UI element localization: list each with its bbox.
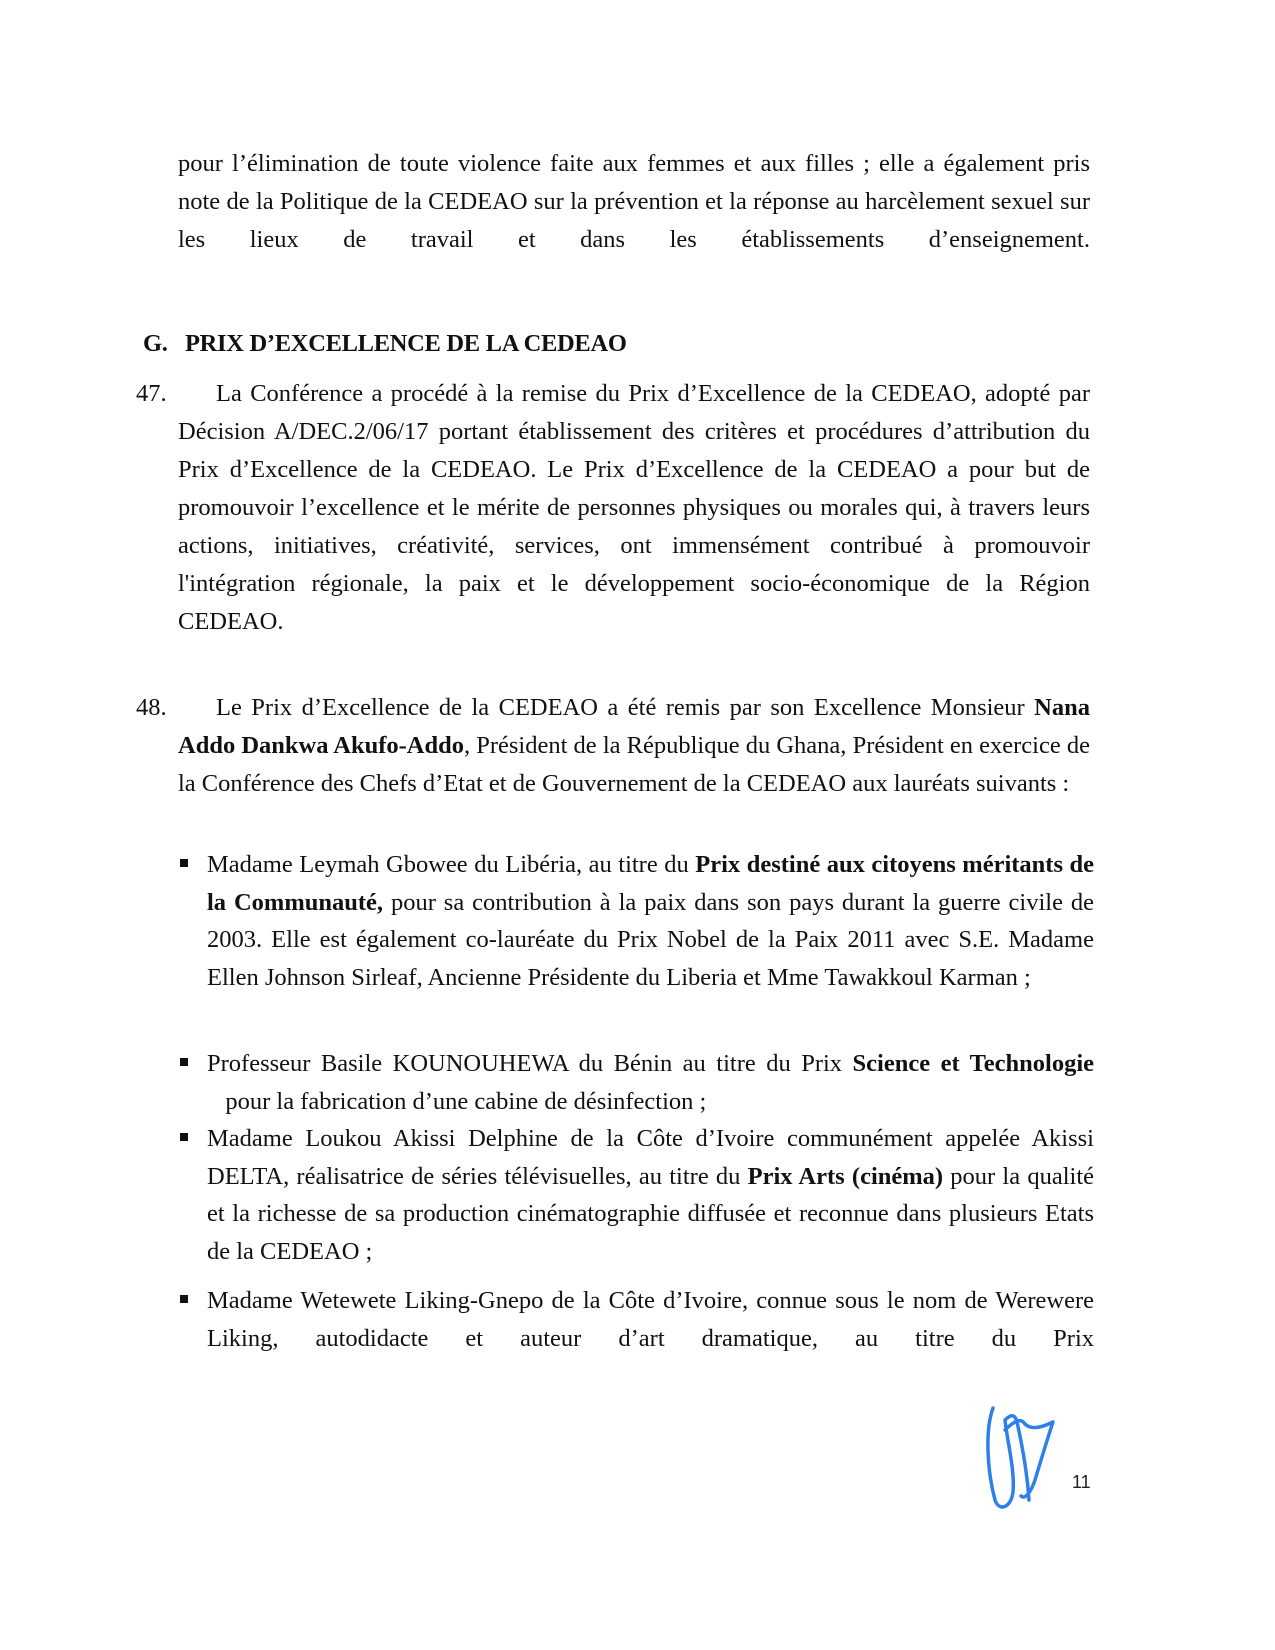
paragraph-48: [178, 689, 1090, 803]
laureate-text: Professeur Basile KOUNOUHEWA du Bénin au titre du Prix: [207, 1050, 853, 1077]
paragraph-47: [178, 375, 1090, 641]
paragraph-text: La Conférence a procédé à la remise du Prix d’Excellence de la CEDEAO, adopté par Décision A/DEC.2/06/17 portant établissement des critères et procédures d’attribution du Prix d’Excellence de la CEDEAO. Le Prix d’Excellence de la CEDEAO a pour but de promouvoir l’excellence et le mérite de personnes physiques ou morales qui, à travers leurs actions, initiatives, créativité, services, ont immensément contribué à promouvoir l'intégration régionale, la paix et le développement socio-économique de la Région CEDEAO.: [178, 380, 1090, 635]
paragraph-text: pour l’élimination de toute violence faite aux femmes et aux filles ; elle a également pris note de la Politique de la CEDEAO sur la prévention et la réponse au harcèlement sexuel sur les lieux de travail et dans les établissements d’enseignement.: [178, 150, 1090, 253]
section-title: PRIX D’EXCELLENCE DE LA CEDEAO: [185, 330, 627, 357]
laureate-text: Madame Wetewete Liking-Gnepo de la Côte d’Ivoire, connue sous le nom de Werewere Liking, autodidacte et auteur d’art dramatique, au titre du Prix: [207, 1287, 1094, 1352]
laureate-text: pour la qualité et la richesse de sa production cinématographie diffusée et reconnue dans plusieurs Etats de la CEDEAO ;: [207, 1162, 1095, 1265]
laureate-text: pour la fabrication d’une cabine de désinfection ;: [207, 1087, 707, 1115]
laureate-item: [207, 1282, 1094, 1357]
laureate-text: Madame Leymah Gbowee du Libéria, au titre du: [207, 851, 696, 878]
laureate-item: [207, 1120, 1094, 1270]
paragraph-text: , Président de la République du Ghana, Président en exercice de la Conférence des Chefs d’Etat et de Gouvernement de la CEDEAO aux lauréats suivants :: [178, 732, 1090, 797]
laureate-text: pour sa contribution à la paix dans son pays durant la guerre civile de 2003. Elle est également co-lauréate du Prix Nobel de la Paix 2011 avec S.E. Madame Ellen Johnson Sirleaf, Ancienne Présidente du Liberia et Mme Tawakkoul Karman ;: [207, 888, 1094, 991]
section-heading: [143, 330, 627, 358]
signature-icon: [985, 1400, 1065, 1520]
paragraph-text: Le Prix d’Excellence de la CEDEAO a été remis par son Excellence Monsieur: [216, 694, 1035, 721]
paragraph-number-47: 47.: [136, 380, 167, 407]
continuation-paragraph: [178, 145, 1090, 259]
bullet-square-icon: [180, 1133, 188, 1141]
bullet-square-icon: [180, 1295, 188, 1303]
laureate-item: [207, 1045, 1094, 1120]
prize-name: Prix destiné aux citoyens méritants de la Communauté,: [207, 851, 1095, 916]
prize-name: Science et Technologie: [852, 1050, 1094, 1077]
paragraph-number-48: 48.: [136, 694, 167, 721]
laureate-item: [207, 846, 1094, 996]
president-name: Nana Addo Dankwa Akufo-Addo: [178, 694, 1090, 759]
laureate-text: Madame Loukou Akissi Delphine de la Côte d’Ivoire communément appelée Akissi DELTA, réalisatrice de séries télévisuelles, au titre du: [207, 1125, 1094, 1190]
bullet-square-icon: [180, 1058, 188, 1066]
bullet-square-icon: [180, 859, 188, 867]
page-number: 11: [1072, 1472, 1091, 1492]
prize-name: Prix Arts (cinéma): [747, 1162, 944, 1190]
section-letter: G.: [143, 330, 168, 357]
